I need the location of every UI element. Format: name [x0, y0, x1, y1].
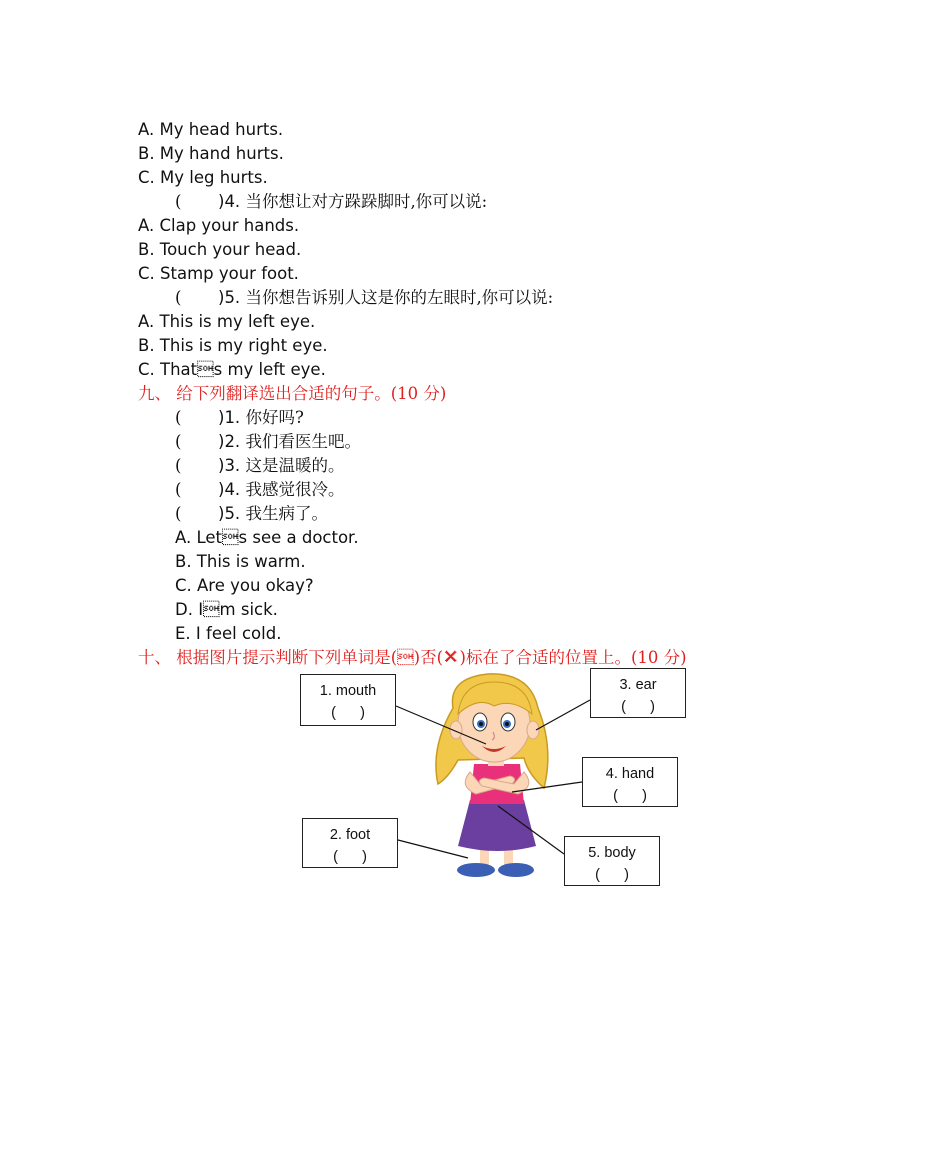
section9-item: ( )5. 我生病了。: [175, 502, 328, 526]
section9-item: ( )1. 你好吗?: [175, 406, 304, 430]
section9-item: ( )3. 这是温暖的。: [175, 454, 344, 478]
q5-question: [175, 286, 553, 310]
section9-option-b: B. This is warm.: [175, 552, 306, 571]
q4-option-b: B. Touch your head.: [138, 240, 302, 259]
label-word: 5. body: [588, 845, 636, 861]
q5-option-b: B. This is my right eye.: [138, 336, 328, 355]
question-prompt: 当你想告诉别人这是你的左眼时,你可以说:: [245, 288, 554, 307]
shoe-left: [457, 863, 495, 877]
section9-option-e: E. I feel cold.: [175, 624, 282, 643]
label-blank[interactable]: ( ): [595, 867, 629, 883]
answer-blank-open[interactable]: (: [175, 288, 182, 307]
item-text: 我感觉很冷。: [245, 480, 345, 499]
q3-option-b: B. My hand hurts.: [138, 144, 284, 163]
label-box-hand: [582, 757, 678, 807]
q5-option-c: C. Thats my left eye.: [138, 360, 326, 379]
section9-option-d: D. Im sick.: [175, 600, 278, 619]
answer-blank-open[interactable]: (: [175, 192, 182, 211]
label-word: 1. mouth: [319, 683, 377, 699]
pointer-ear: [536, 700, 590, 730]
q4-question: [175, 190, 487, 214]
label-blank[interactable]: ( ): [621, 699, 655, 715]
label-box-ear: [590, 668, 686, 718]
label-blank[interactable]: ( ): [333, 849, 367, 865]
section10-heading: 十、 根据图片提示判断下列单词是()否(✕)标在了合适的位置上。(10 分): [138, 648, 687, 667]
item-number: 1.: [224, 408, 241, 427]
label-blank[interactable]: ( ): [331, 705, 365, 721]
label-box-foot: [302, 818, 398, 868]
answer-blank-close: ): [218, 192, 225, 211]
section9-item: ( )2. 我们看医生吧。: [175, 430, 361, 454]
label-blank[interactable]: ( ): [613, 788, 647, 804]
question-number: 4.: [224, 192, 241, 211]
answer-blank[interactable]: (: [175, 456, 182, 475]
answer-blank[interactable]: (: [175, 408, 182, 427]
item-number: 5.: [224, 504, 241, 523]
label-box-body: [564, 836, 660, 886]
girl-figure: [298, 668, 690, 890]
item-number: 3.: [224, 456, 241, 475]
label-word: 3. ear: [619, 677, 657, 693]
item-number: 2.: [224, 432, 241, 451]
section9-option-a: A. Lets see a doctor.: [175, 528, 359, 547]
item-text: 我们看医生吧。: [245, 432, 361, 451]
pointer-foot: [398, 840, 468, 858]
q4-option-c: C. Stamp your foot.: [138, 264, 299, 283]
section9-item: ( )4. 我感觉很冷。: [175, 478, 344, 502]
label-word: 4. hand: [605, 766, 655, 782]
item-number: 4.: [224, 480, 241, 499]
answer-blank[interactable]: (: [175, 480, 182, 499]
answer-blank[interactable]: (: [175, 432, 182, 451]
section9-heading: 九、 给下列翻译选出合适的句子。(10 分): [138, 384, 447, 403]
label-word: 2. foot: [329, 827, 371, 843]
q3-option-c: C. My leg hurts.: [138, 168, 268, 187]
item-text: 你好吗?: [245, 408, 304, 427]
answer-blank-close: ): [218, 288, 225, 307]
question-number: 5.: [224, 288, 241, 307]
shoe-right: [498, 863, 534, 877]
question-prompt: 当你想让对方跺跺脚时,你可以说:: [245, 192, 488, 211]
q5-option-a: A. This is my left eye.: [138, 312, 316, 331]
item-text: 我生病了。: [245, 504, 328, 523]
label-box-mouth: [300, 674, 396, 726]
answer-blank[interactable]: (: [175, 504, 182, 523]
q4-option-a: A. Clap your hands.: [138, 216, 300, 235]
q3-option-a: A. My head hurts.: [138, 120, 284, 139]
item-text: 这是温暖的。: [245, 456, 345, 475]
section9-option-c: C. Are you okay?: [175, 576, 314, 595]
